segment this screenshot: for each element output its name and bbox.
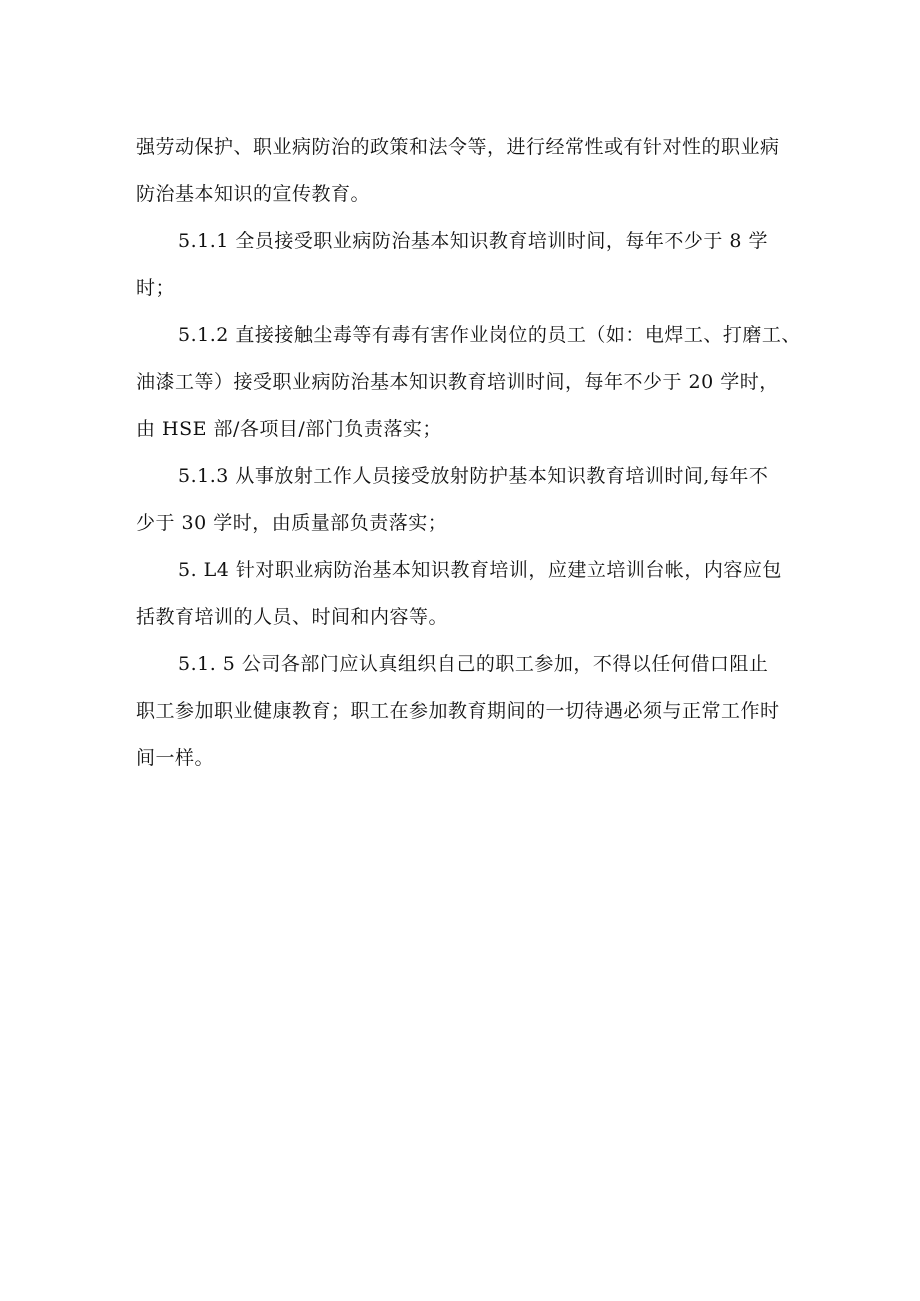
text-line: 5.1.3 从事放射工作人员接受放射防护基本知识教育培训时间,每年不 <box>178 465 769 487</box>
text-line: 职工参加职业健康教育；职工在参加教育期间的一切待遇必须与正常工作时 <box>136 700 780 722</box>
paragraph-5-1-3 <box>136 453 796 547</box>
document-body <box>136 124 801 782</box>
paragraph-5-1-5 <box>136 641 796 782</box>
text-line: 防治基本知识的宣传教育。 <box>136 183 371 205</box>
text-line: 时； <box>136 277 176 299</box>
paragraph-5-1-4 <box>136 547 796 641</box>
text-line: 油漆工等）接受职业病防治基本知识教育培训时间，每年不少于 20 学时， <box>136 371 779 393</box>
text-line: 5. L4 针对职业病防治基本知识教育培训，应建立培训台帐，内容应包 <box>178 559 782 581</box>
paragraph-5-1-2 <box>136 312 801 453</box>
text-line: 5.1.2 直接接触尘毒等有毒有害作业岗位的员工（如：电焊工、打磨工、 <box>178 324 801 346</box>
text-line: 5.1. 5 公司各部门应认真组织自己的职工参加，不得以任何借口阻止 <box>178 653 769 675</box>
text-line: 强劳动保护、职业病防治的政策和法令等，进行经常性或有针对性的职业病 <box>136 136 780 158</box>
paragraph-5-1-1 <box>136 218 796 312</box>
paragraph-intro-continuation <box>136 124 796 218</box>
text-line: 括教育培训的人员、时间和内容等。 <box>136 606 449 628</box>
text-line: 少于 30 学时，由质量部负责落实； <box>136 512 448 534</box>
text-line: 间一样。 <box>136 747 215 769</box>
text-line: 5.1.1 全员接受职业病防治基本知识教育培训时间，每年不少于 8 学 <box>178 230 769 252</box>
text-line: 由 HSE 部/各项目/部门负责落实； <box>136 418 442 440</box>
